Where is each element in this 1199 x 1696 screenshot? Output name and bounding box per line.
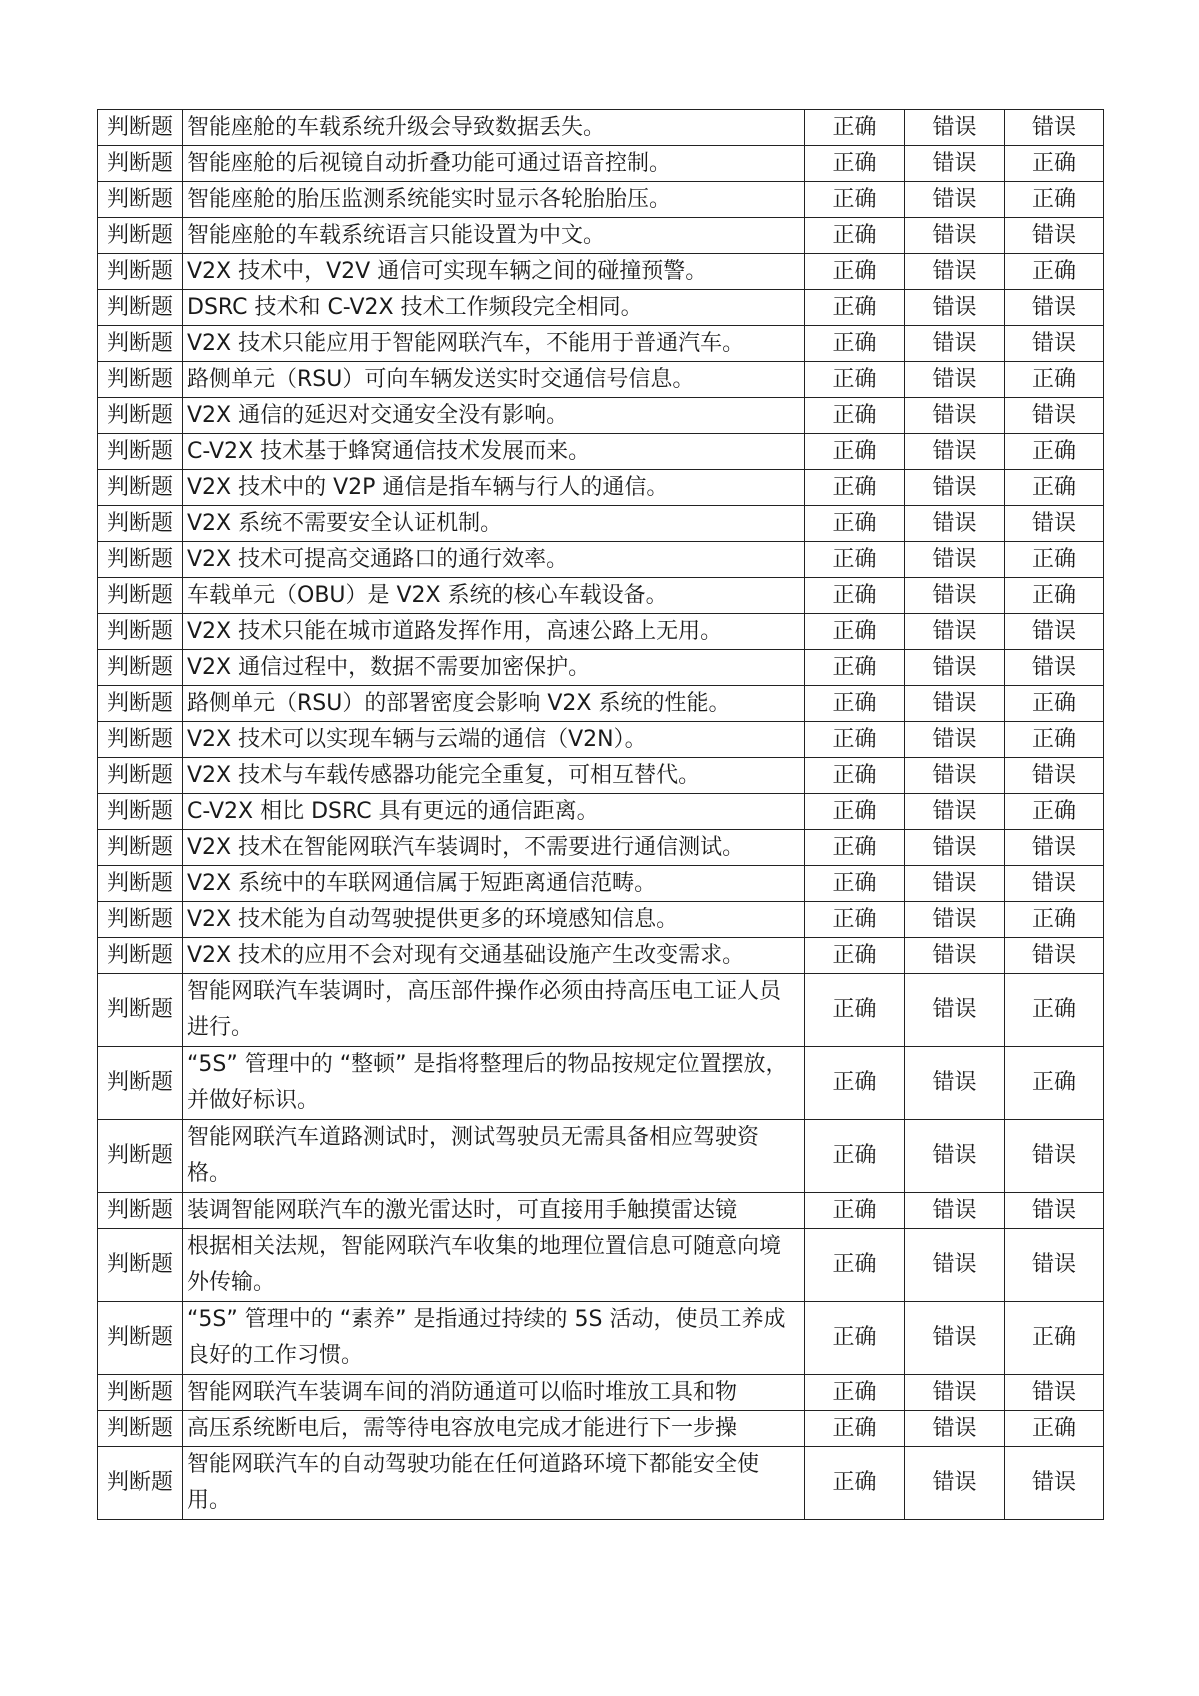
answer-cell: 正确: [1005, 578, 1104, 614]
question-stem: C-V2X 技术基于蜂窝通信技术发展而来。: [183, 434, 805, 470]
table-row: [98, 326, 1104, 362]
answer-cell: 错误: [1005, 650, 1104, 686]
question-stem: V2X 系统不需要安全认证机制。: [183, 506, 805, 542]
question-stem: V2X 技术与车载传感器功能完全重复，可相互替代。: [183, 758, 805, 794]
table-row: [98, 1047, 1104, 1120]
question-type: 判断题: [98, 1375, 183, 1411]
option-false: 错误: [905, 794, 1005, 830]
option-false: 错误: [905, 974, 1005, 1047]
table-row: [98, 254, 1104, 290]
question-stem: 智能网联汽车的自动驾驶功能在任何道路环境下都能安全使用。: [183, 1447, 805, 1520]
question-stem: DSRC 技术和 C-V2X 技术工作频段完全相同。: [183, 290, 805, 326]
table-row: [98, 650, 1104, 686]
question-type: 判断题: [98, 398, 183, 434]
option-true: 正确: [805, 1375, 905, 1411]
table-row: [98, 506, 1104, 542]
option-true: 正确: [805, 830, 905, 866]
table-row: [98, 902, 1104, 938]
answer-cell: 错误: [1005, 830, 1104, 866]
option-false: 错误: [905, 578, 1005, 614]
option-true: 正确: [805, 326, 905, 362]
question-type: 判断题: [98, 182, 183, 218]
question-stem: 智能座舱的车载系统升级会导致数据丢失。: [183, 110, 805, 146]
question-stem: 装调智能网联汽车的激光雷达时，可直接用手触摸雷达镜: [183, 1193, 805, 1229]
answer-cell: 错误: [1005, 110, 1104, 146]
answer-cell: 错误: [1005, 398, 1104, 434]
question-stem: V2X 技术中的 V2P 通信是指车辆与行人的通信。: [183, 470, 805, 506]
option-false: 错误: [905, 362, 1005, 398]
option-true: 正确: [805, 254, 905, 290]
question-type: 判断题: [98, 794, 183, 830]
question-type: 判断题: [98, 758, 183, 794]
question-type: 判断题: [98, 722, 183, 758]
option-true: 正确: [805, 434, 905, 470]
answer-cell: 正确: [1005, 254, 1104, 290]
question-stem: “5S” 管理中的 “素养” 是指通过持续的 5S 活动，使员工养成良好的工作习惯。: [183, 1302, 805, 1375]
question-stem: 智能网联汽车道路测试时，测试驾驶员无需具备相应驾驶资格。: [183, 1120, 805, 1193]
option-true: 正确: [805, 866, 905, 902]
option-true: 正确: [805, 470, 905, 506]
question-type: 判断题: [98, 290, 183, 326]
table-row: [98, 434, 1104, 470]
option-false: 错误: [905, 1447, 1005, 1520]
option-true: 正确: [805, 938, 905, 974]
question-type: 判断题: [98, 938, 183, 974]
option-true: 正确: [805, 794, 905, 830]
question-stem: V2X 技术中，V2V 通信可实现车辆之间的碰撞预警。: [183, 254, 805, 290]
answer-cell: 正确: [1005, 146, 1104, 182]
question-stem: V2X 技术只能应用于智能网联汽车，不能用于普通汽车。: [183, 326, 805, 362]
option-false: 错误: [905, 470, 1005, 506]
option-false: 错误: [905, 1193, 1005, 1229]
table-row: [98, 722, 1104, 758]
question-type: 判断题: [98, 326, 183, 362]
question-type: 判断题: [98, 254, 183, 290]
table-row: [98, 1302, 1104, 1375]
question-type: 判断题: [98, 686, 183, 722]
table-row: [98, 938, 1104, 974]
option-true: 正确: [805, 758, 905, 794]
answer-cell: 正确: [1005, 974, 1104, 1047]
table-row: [98, 1193, 1104, 1229]
option-true: 正确: [805, 1047, 905, 1120]
question-stem: 路侧单元（RSU）的部署密度会影响 V2X 系统的性能。: [183, 686, 805, 722]
question-type: 判断题: [98, 614, 183, 650]
question-stem: 高压系统断电后，需等待电容放电完成才能进行下一步操: [183, 1411, 805, 1447]
answer-cell: 正确: [1005, 794, 1104, 830]
question-stem: V2X 技术的应用不会对现有交通基础设施产生改变需求。: [183, 938, 805, 974]
option-false: 错误: [905, 398, 1005, 434]
option-true: 正确: [805, 650, 905, 686]
question-stem: 智能网联汽车装调车间的消防通道可以临时堆放工具和物: [183, 1375, 805, 1411]
option-false: 错误: [905, 830, 1005, 866]
question-type: 判断题: [98, 434, 183, 470]
answer-cell: 正确: [1005, 1302, 1104, 1375]
option-true: 正确: [805, 218, 905, 254]
option-false: 错误: [905, 326, 1005, 362]
option-false: 错误: [905, 1229, 1005, 1302]
question-type: 判断题: [98, 650, 183, 686]
question-type: 判断题: [98, 146, 183, 182]
question-type: 判断题: [98, 362, 183, 398]
option-false: 错误: [905, 938, 1005, 974]
question-stem: V2X 通信过程中，数据不需要加密保护。: [183, 650, 805, 686]
table-row: [98, 794, 1104, 830]
table-row: [98, 182, 1104, 218]
question-type: 判断题: [98, 1411, 183, 1447]
question-stem: V2X 技术可提高交通路口的通行效率。: [183, 542, 805, 578]
question-type: 判断题: [98, 1447, 183, 1520]
question-stem: 根据相关法规，智能网联汽车收集的地理位置信息可随意向境外传输。: [183, 1229, 805, 1302]
answer-cell: 错误: [1005, 326, 1104, 362]
answer-cell: 正确: [1005, 722, 1104, 758]
table-row: [98, 290, 1104, 326]
question-type: 判断题: [98, 470, 183, 506]
question-type: 判断题: [98, 110, 183, 146]
option-false: 错误: [905, 686, 1005, 722]
question-stem: 路侧单元（RSU）可向车辆发送实时交通信号信息。: [183, 362, 805, 398]
answer-cell: 错误: [1005, 218, 1104, 254]
table-row: [98, 614, 1104, 650]
option-false: 错误: [905, 434, 1005, 470]
option-true: 正确: [805, 614, 905, 650]
answer-cell: 正确: [1005, 902, 1104, 938]
answer-cell: 正确: [1005, 470, 1104, 506]
answer-cell: 错误: [1005, 938, 1104, 974]
question-type: 判断题: [98, 578, 183, 614]
answer-cell: 错误: [1005, 1120, 1104, 1193]
option-false: 错误: [905, 758, 1005, 794]
option-true: 正确: [805, 362, 905, 398]
table-row: [98, 866, 1104, 902]
option-true: 正确: [805, 182, 905, 218]
question-stem: V2X 技术只能在城市道路发挥作用，高速公路上无用。: [183, 614, 805, 650]
option-true: 正确: [805, 1411, 905, 1447]
table-row: [98, 398, 1104, 434]
table-row: [98, 362, 1104, 398]
question-type: 判断题: [98, 866, 183, 902]
question-table-body: [98, 110, 1104, 1520]
table-row: [98, 1411, 1104, 1447]
option-false: 错误: [905, 1411, 1005, 1447]
option-false: 错误: [905, 1302, 1005, 1375]
question-type: 判断题: [98, 1120, 183, 1193]
option-true: 正确: [805, 398, 905, 434]
answer-cell: 错误: [1005, 290, 1104, 326]
answer-cell: 正确: [1005, 686, 1104, 722]
answer-cell: 错误: [1005, 1229, 1104, 1302]
option-true: 正确: [805, 110, 905, 146]
option-false: 错误: [905, 218, 1005, 254]
table-row: [98, 830, 1104, 866]
table-row: [98, 1447, 1104, 1520]
question-type: 判断题: [98, 1193, 183, 1229]
option-false: 错误: [905, 614, 1005, 650]
question-type: 判断题: [98, 1302, 183, 1375]
question-stem: V2X 技术能为自动驾驶提供更多的环境感知信息。: [183, 902, 805, 938]
option-true: 正确: [805, 1193, 905, 1229]
table-row: [98, 1229, 1104, 1302]
question-stem: C-V2X 相比 DSRC 具有更远的通信距离。: [183, 794, 805, 830]
question-stem: 智能座舱的胎压监测系统能实时显示各轮胎胎压。: [183, 182, 805, 218]
option-true: 正确: [805, 578, 905, 614]
answer-cell: 错误: [1005, 866, 1104, 902]
question-stem: V2X 技术可以实现车辆与云端的通信（V2N）。: [183, 722, 805, 758]
question-type: 判断题: [98, 1229, 183, 1302]
question-type: 判断题: [98, 506, 183, 542]
option-true: 正确: [805, 542, 905, 578]
table-row: [98, 758, 1104, 794]
table-row: [98, 110, 1104, 146]
table-row: [98, 1120, 1104, 1193]
option-false: 错误: [905, 506, 1005, 542]
option-true: 正确: [805, 1229, 905, 1302]
option-true: 正确: [805, 1447, 905, 1520]
option-true: 正确: [805, 1120, 905, 1193]
option-true: 正确: [805, 1302, 905, 1375]
table-row: [98, 470, 1104, 506]
question-stem: 智能座舱的后视镜自动折叠功能可通过语音控制。: [183, 146, 805, 182]
question-stem: V2X 系统中的车联网通信属于短距离通信范畴。: [183, 866, 805, 902]
table-row: [98, 686, 1104, 722]
option-false: 错误: [905, 650, 1005, 686]
table-row: [98, 542, 1104, 578]
question-stem: V2X 通信的延迟对交通安全没有影响。: [183, 398, 805, 434]
option-false: 错误: [905, 1120, 1005, 1193]
option-true: 正确: [805, 290, 905, 326]
answer-cell: 正确: [1005, 1411, 1104, 1447]
answer-cell: 错误: [1005, 506, 1104, 542]
option-false: 错误: [905, 722, 1005, 758]
question-type: 判断题: [98, 542, 183, 578]
question-table: [97, 109, 1104, 1520]
option-true: 正确: [805, 686, 905, 722]
question-stem: V2X 技术在智能网联汽车装调时，不需要进行通信测试。: [183, 830, 805, 866]
table-row: [98, 1375, 1104, 1411]
answer-cell: 正确: [1005, 362, 1104, 398]
table-row: [98, 218, 1104, 254]
option-false: 错误: [905, 182, 1005, 218]
answer-cell: 正确: [1005, 434, 1104, 470]
question-stem: 车载单元（OBU）是 V2X 系统的核心车载设备。: [183, 578, 805, 614]
question-type: 判断题: [98, 902, 183, 938]
option-false: 错误: [905, 542, 1005, 578]
option-false: 错误: [905, 866, 1005, 902]
table-row: [98, 578, 1104, 614]
answer-cell: 错误: [1005, 614, 1104, 650]
question-type: 判断题: [98, 974, 183, 1047]
question-stem: 智能网联汽车装调时，高压部件操作必须由持高压电工证人员进行。: [183, 974, 805, 1047]
question-type: 判断题: [98, 218, 183, 254]
answer-cell: 正确: [1005, 542, 1104, 578]
option-true: 正确: [805, 902, 905, 938]
answer-cell: 正确: [1005, 182, 1104, 218]
question-type: 判断题: [98, 1047, 183, 1120]
option-false: 错误: [905, 146, 1005, 182]
option-false: 错误: [905, 254, 1005, 290]
option-false: 错误: [905, 290, 1005, 326]
option-true: 正确: [805, 506, 905, 542]
option-false: 错误: [905, 110, 1005, 146]
option-true: 正确: [805, 722, 905, 758]
option-false: 错误: [905, 1375, 1005, 1411]
answer-cell: 错误: [1005, 758, 1104, 794]
answer-cell: 错误: [1005, 1193, 1104, 1229]
question-stem: 智能座舱的车载系统语言只能设置为中文。: [183, 218, 805, 254]
answer-cell: 正确: [1005, 1047, 1104, 1120]
option-true: 正确: [805, 974, 905, 1047]
question-stem: “5S” 管理中的 “整顿” 是指将整理后的物品按规定位置摆放，并做好标识。: [183, 1047, 805, 1120]
answer-cell: 错误: [1005, 1375, 1104, 1411]
answer-cell: 错误: [1005, 1447, 1104, 1520]
option-false: 错误: [905, 902, 1005, 938]
table-row: [98, 974, 1104, 1047]
question-type: 判断题: [98, 830, 183, 866]
option-false: 错误: [905, 1047, 1005, 1120]
option-true: 正确: [805, 146, 905, 182]
table-row: [98, 146, 1104, 182]
